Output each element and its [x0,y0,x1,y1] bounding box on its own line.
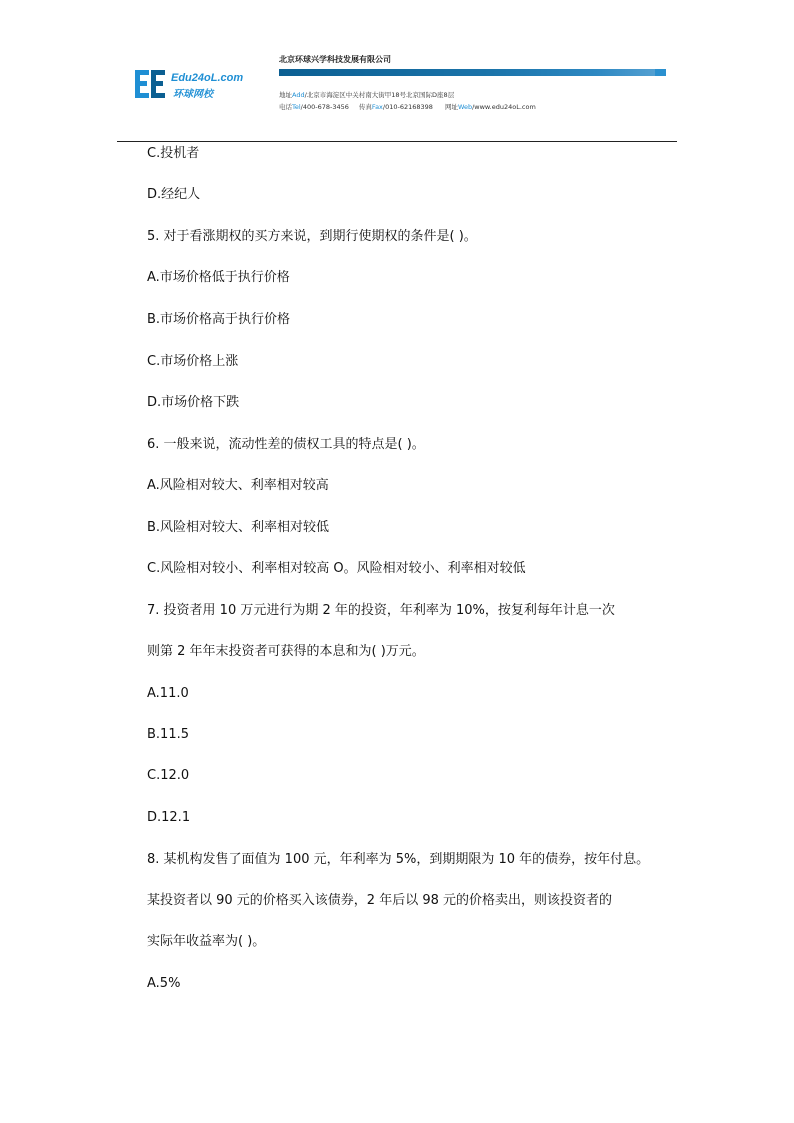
web-label-cn: 网址 [444,103,458,111]
web-label-en: Web [457,103,473,111]
question-line: 7. 投资者用 10 万元进行为期 2 年的投资，年利率为 10%，按复利每年计息一次 [147,603,615,618]
option-line: D.市场价格下跌 [147,395,240,410]
option-line: A.11.0 [147,686,189,701]
tel-label-en: Tel [292,103,301,111]
logo [133,68,244,100]
logo-mark-icon [133,68,169,100]
question-line: 则第 2 年年末投资者可获得的本息和为( )万元。 [147,644,425,659]
option-line: A.风险相对较大、利率相对较高 [147,478,329,493]
option-line: B.11.5 [147,727,189,742]
option-line: C.12.0 [147,768,190,783]
company-address [279,90,454,99]
web-value: /www.edu24oL.com [472,103,536,111]
company-name: 北京环球兴学科技发展有限公司 [279,55,391,64]
option-line: C.风险相对较小、利率相对较高 O。风险相对较小、利率相对较低 [147,561,526,576]
logo-text-en: Edu24oL.com [171,72,244,84]
option-line: B.市场价格高于执行价格 [147,312,291,327]
question-line: 某投资者以 90 元的价格买入该债券，2 年后以 98 元的价格卖出，则该投资者的 [147,893,613,908]
option-line: D.12.1 [147,810,191,825]
question-line: 5. 对于看涨期权的买方来说，到期行使期权的条件是( )。 [147,229,477,244]
option-line: A.5% [147,976,181,991]
fax-label-cn: 传真 [358,103,372,111]
header-bar-tip [655,69,666,76]
question-line: 实际年收益率为( )。 [147,934,266,949]
question-line: 6. 一般来说，流动性差的债权工具的特点是( )。 [147,437,425,452]
tel-value: /400-678-3456 [300,103,349,111]
logo-text-cn: 环球网校 [173,89,213,100]
option-line: C.市场价格上涨 [147,354,239,369]
question-line: 8. 某机构发售了面值为 100 元，年利率为 5%，到期期限为 10 年的债券，按年付息。 [147,852,650,867]
option-line: A.市场价格低于执行价格 [147,270,290,285]
fax-label-en: Fax [371,103,383,111]
tel-label-cn: 电话 [279,103,292,111]
fax-value: /010-62168398 [382,103,433,111]
option-line: D.经纪人 [147,187,201,202]
option-line: B.风险相对较大、利率相对较低 [147,520,330,535]
address-value: /北京市海淀区中关村南大街甲18号北京国际D座8层 [304,91,455,99]
address-label-cn: 地址 [279,91,292,99]
company-contact [279,102,536,111]
address-label-en: Add [292,91,305,99]
header-bar [279,69,666,76]
header-divider [117,141,677,142]
option-line: C.投机者 [147,146,200,161]
